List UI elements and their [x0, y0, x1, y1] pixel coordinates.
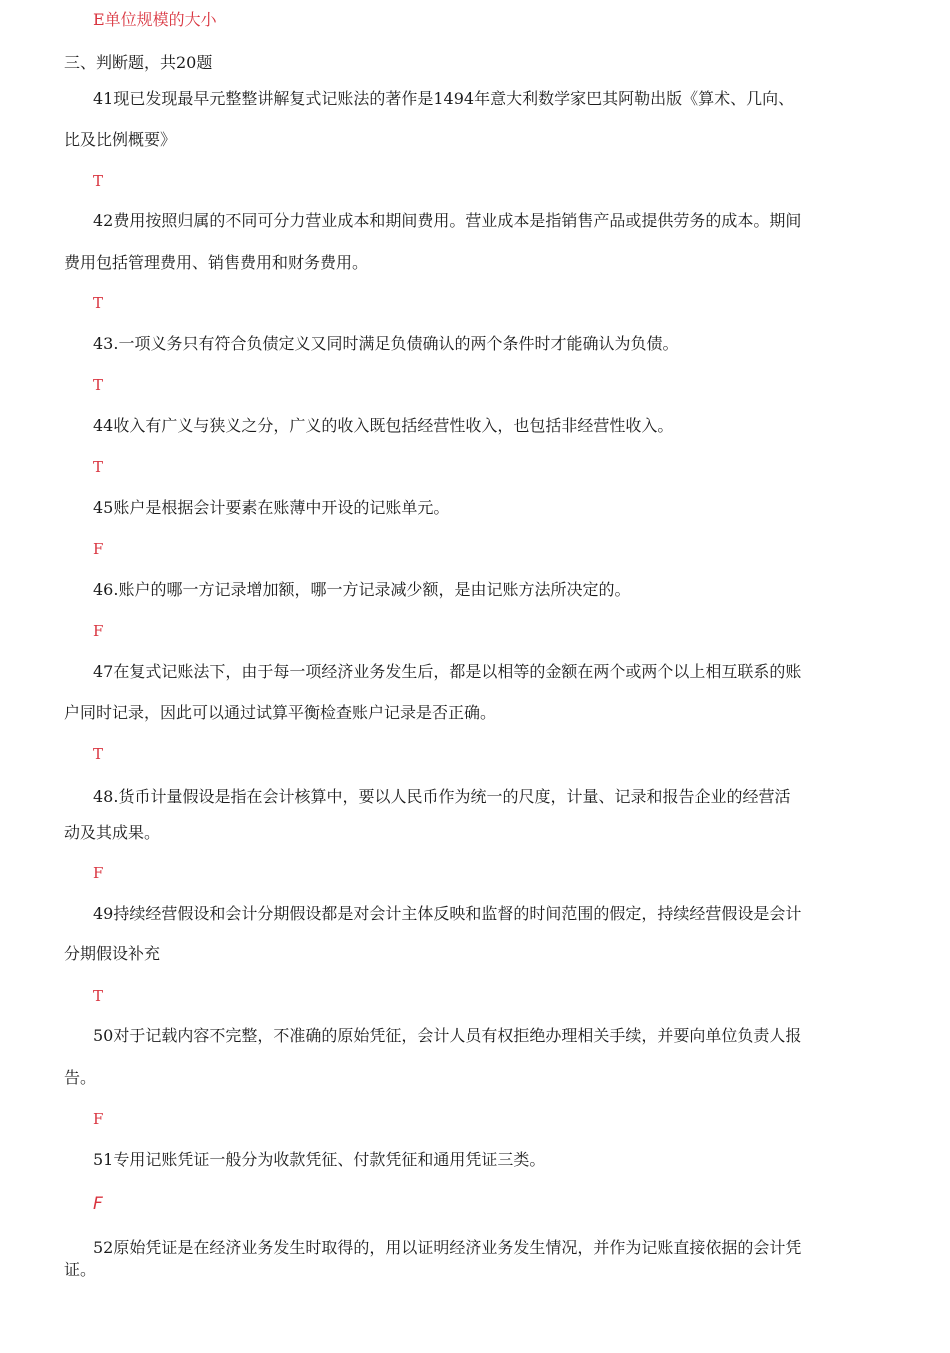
answer-43: T	[93, 376, 104, 394]
question-50-line-1: 50对于记载内容不完整，不准确的原始凭征，会计人员有权拒绝办理相关手续，并要向单位负责人报	[93, 1026, 802, 1045]
question-42-line-2: 费用包括管理费用、销售费用和财务费用。	[64, 253, 369, 272]
question-47-line-2: 户同时记录，因此可以通过试算平衡检查账户记录是否正确。	[64, 703, 497, 722]
question-48-line-1: 48.货币计量假设是指在会计核算中，要以人民币作为统一的尺度，计量、记录和报告企业的经营活	[93, 787, 791, 806]
section-title: 三、判断题，共20题	[64, 53, 213, 72]
question-49-line-1: 49持续经营假设和会计分期假设都是对会计主体反映和监督的时间范围的假定，持续经营假设是会计	[93, 904, 802, 923]
question-48-line-2: 动及其成果。	[64, 823, 161, 842]
question-43-line-1: 43.一项义务只有符合负债定义又同时满足负债确认的两个条件时才能确认为负债。	[93, 334, 679, 353]
answer-48: F	[93, 864, 104, 882]
top-option: E单位规模的大小	[93, 10, 217, 29]
answer-44: T	[93, 458, 104, 476]
answer-41: T	[93, 172, 104, 190]
question-45-line-1: 45账户是根据会计要素在账薄中开设的记账单元。	[93, 498, 450, 517]
question-47-line-1: 47在复式记账法下，由于每一项经济业务发生后，都是以相等的金额在两个或两个以上相互联系的账	[93, 662, 802, 681]
answer-42: T	[93, 294, 104, 312]
question-42-line-1: 42费用按照归属的不同可分力营业成本和期间费用。营业成本是指销售产品或提供劳务的成本。期间	[93, 211, 802, 230]
answer-49: T	[93, 987, 104, 1005]
question-50-line-2: 告。	[64, 1068, 97, 1087]
question-52-line-1: 52原始凭证是在经济业务发生时取得的，用以证明经济业务发生情况，并作为记账直接依据的会计凭	[93, 1238, 802, 1257]
answer-51: F	[93, 1194, 103, 1214]
question-41-line-2: 比及比例概要》	[64, 130, 177, 149]
answer-45: F	[93, 540, 104, 558]
answer-46: F	[93, 622, 104, 640]
question-41-line-1: 41现已发现最早元整整讲解复式记账法的著作是1494年意大利数学家巴其阿勒出版《算术、几向、	[93, 89, 795, 108]
question-52-line-2: 证。	[64, 1260, 97, 1279]
question-49-line-2: 分期假设补充	[64, 944, 161, 963]
question-44-line-1: 44收入有广义与狭义之分，广义的收入既包括经营性收入，也包括非经营性收入。	[93, 416, 674, 435]
question-51-line-1: 51专用记账凭证一般分为收款凭征、付款凭征和通用凭证三类。	[93, 1150, 546, 1169]
answer-50: F	[93, 1110, 104, 1128]
question-46-line-1: 46.账户的哪一方记录增加额，哪一方记录减少额，是由记账方法所决定的。	[93, 580, 631, 599]
answer-47: T	[93, 745, 104, 763]
